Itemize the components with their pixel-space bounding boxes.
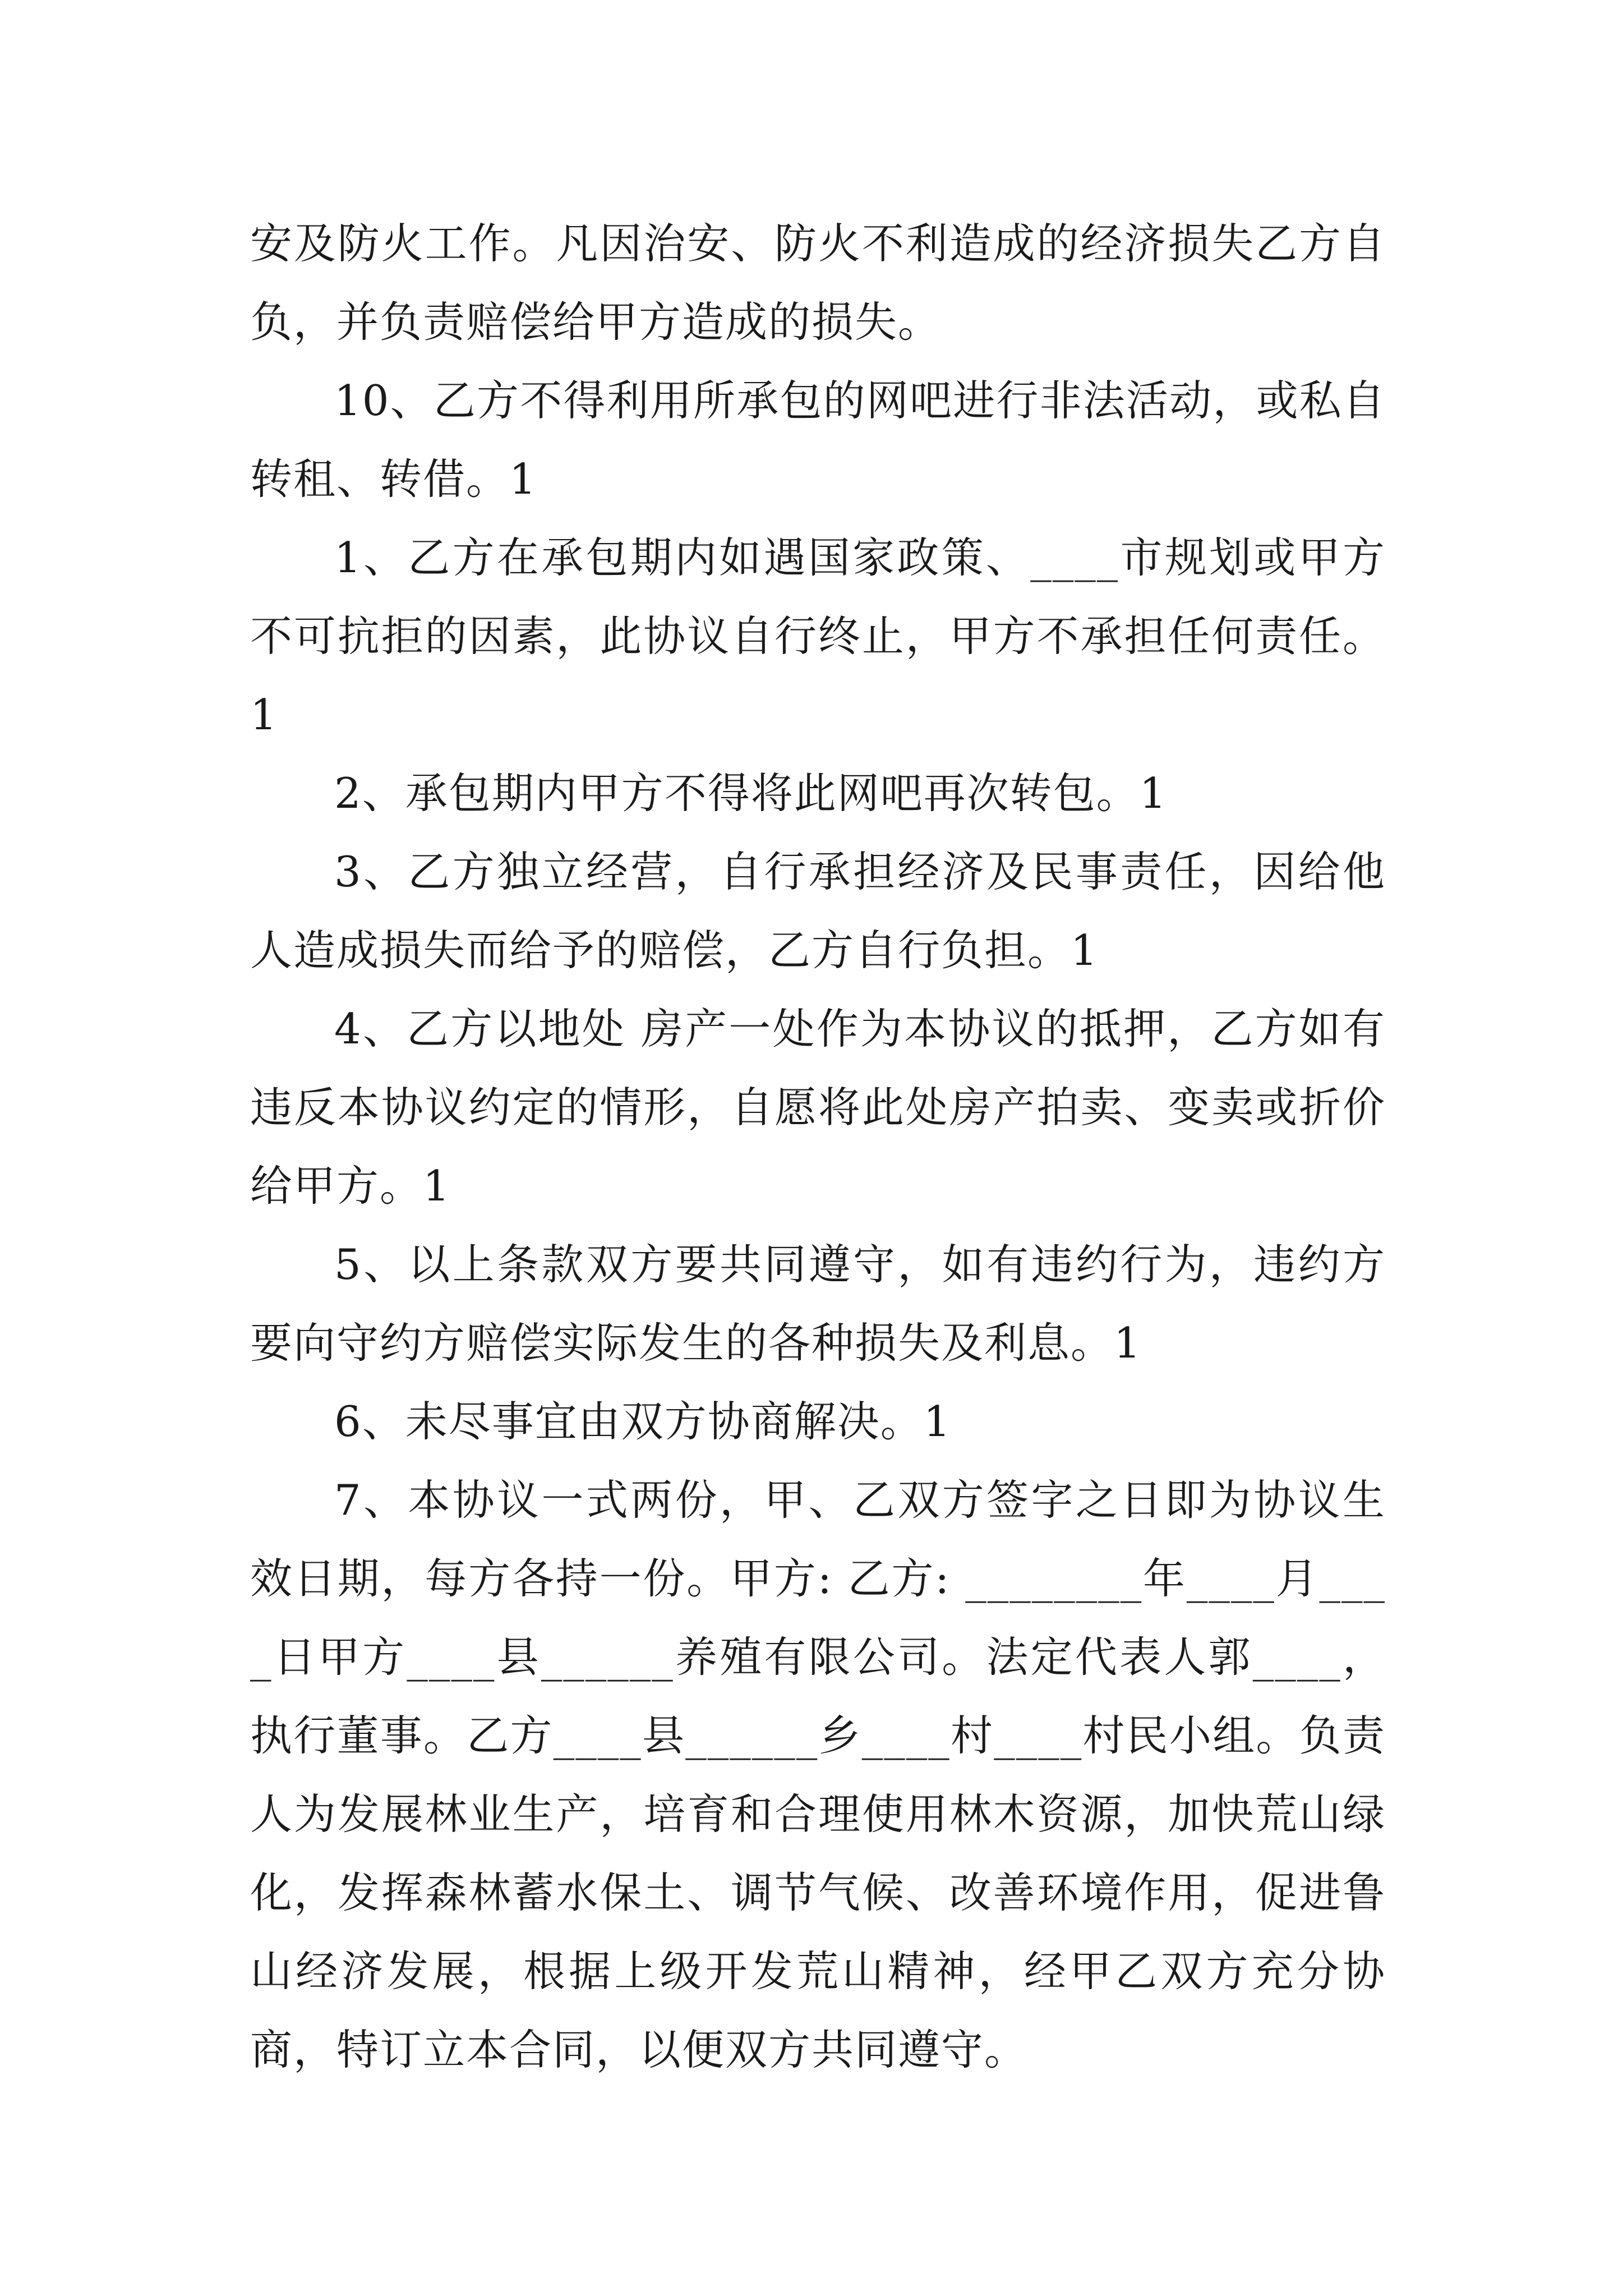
paragraph-fire-safety: 安及防火工作。凡因治安、防火不利造成的经济损失乙方自负，并负责赔偿给甲方造成的损失。 (250, 219, 1386, 347)
paragraph-clause-3: 3、乙方独立经营，自行承担经济及民事责任，因给他人造成损失而给予的赔偿，乙方自行负担。1 (250, 847, 1386, 975)
paragraph-clause-2: 2、承包期内甲方不得将此网吧再次转包。1 (334, 769, 1168, 818)
document-body (250, 204, 1386, 2089)
paragraph-clause-1: 1、乙方在承包期内如遇国家政策、____市规划或甲方不可抗拒的因素，此协议自行终止，甲方不承担任何责任。1 (250, 533, 1386, 739)
paragraph-clause-5: 5、以上条款双方要共同遵守，如有违约行为，违约方要向守约方赔偿实际发生的各种损失及利息。1 (250, 1240, 1386, 1368)
paragraph-clause-7: 7、本协议一式两份，甲、乙双方签字之日即为协议生效日期，每方各持一份。甲方: 乙方: ________年____月____日甲方____县______养殖有限公司。法定代表人郭____，执行董事。乙方____县______乡____村____村民小组。负责人为发展林业生产，培育和合理使用林木资源，加快荒山绿化，发挥森林蓄水保土、调节气候、改善环境作用，促进鲁山经济发展，根据上级开发荒山精神，经甲乙双方充分协商，特订立本合同，以便双方共同遵守。 (250, 1475, 1386, 2074)
paragraph-clause-6: 6、未尽事宜由双方协商解决。1 (334, 1397, 952, 1446)
paragraph-clause-4: 4、乙方以地处 房产一处作为本协议的抵押，乙方如有违反本协议约定的情形，自愿将此处房产拍卖、变卖或折价给甲方。1 (250, 1004, 1386, 1211)
paragraph-clause-10: 10、乙方不得利用所承包的网吧进行非法活动，或私自转租、转借。1 (250, 376, 1386, 504)
